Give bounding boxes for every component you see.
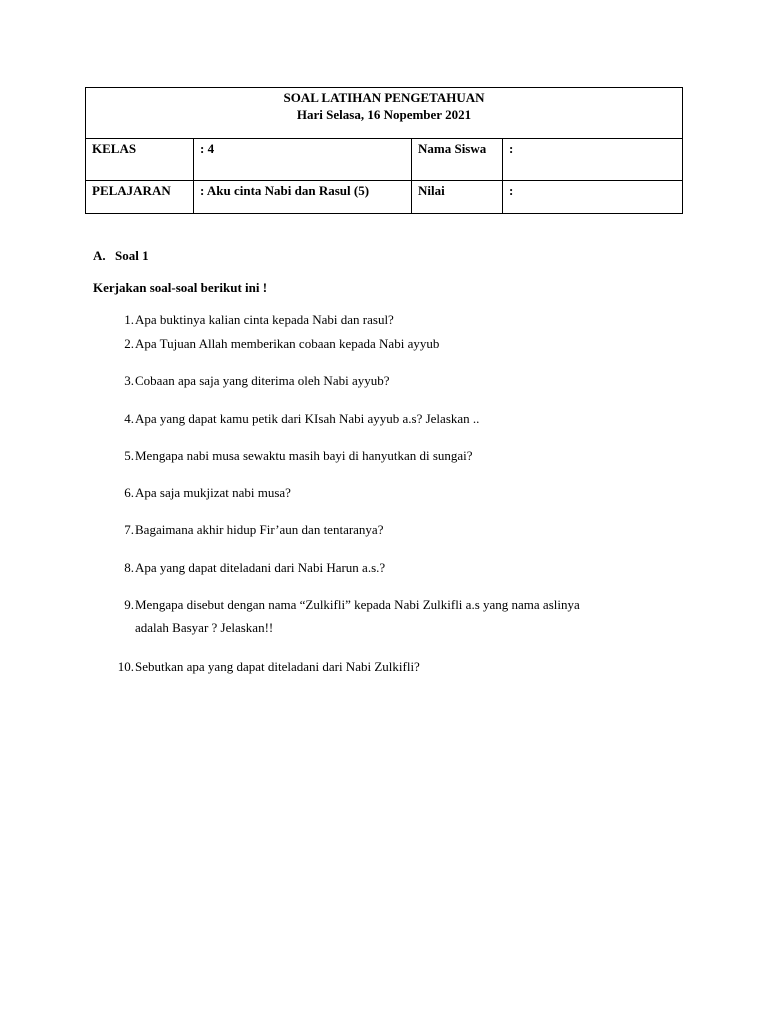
nama-siswa-label: Nama Siswa xyxy=(412,139,503,181)
nilai-value: : xyxy=(503,181,683,214)
question-number: 6. xyxy=(124,485,134,500)
title-cell xyxy=(86,88,683,139)
section-title: Soal 1 xyxy=(115,248,149,263)
question-text: Mengapa nabi musa sewaktu masih bayi di hanyutkan di sungai? xyxy=(135,448,473,463)
kelas-value: : 4 xyxy=(194,139,412,181)
question-item xyxy=(100,556,680,579)
pelajaran-label: PELAJARAN xyxy=(86,181,194,214)
document-date: Hari Selasa, 16 Nopember 2021 xyxy=(296,107,472,122)
question-number: 1. xyxy=(124,312,134,327)
pelajaran-value: : Aku cinta Nabi dan Rasul (5) xyxy=(194,181,412,214)
nilai-label: Nilai xyxy=(412,181,503,214)
question-text: Sebutkan apa yang dapat diteladani dari Nabi Zulkifli? xyxy=(135,659,420,674)
question-item xyxy=(100,593,680,639)
nama-siswa-value: : xyxy=(503,139,683,181)
question-item xyxy=(100,481,680,504)
kelas-label: KELAS xyxy=(86,139,194,181)
question-text: Apa yang dapat diteladani dari Nabi Harun a.s.? xyxy=(135,560,386,575)
document-title: SOAL LATIHAN PENGETAHUAN xyxy=(283,90,485,105)
question-number: 3. xyxy=(124,373,134,388)
question-text: Apa Tujuan Allah memberikan cobaan kepada Nabi ayyub xyxy=(135,336,440,351)
question-item xyxy=(100,369,680,392)
question-item xyxy=(100,308,680,331)
question-text-continued: adalah Basyar ? Jelaskan!! xyxy=(135,620,274,635)
instruction-text: Kerjakan soal-soal berikut ini ! xyxy=(93,280,268,295)
question-number: 5. xyxy=(124,448,134,463)
question-item xyxy=(100,407,680,430)
question-number: 9. xyxy=(124,597,134,612)
question-number: 7. xyxy=(124,522,134,537)
question-text: Apa buktinya kalian cinta kepada Nabi dan rasul? xyxy=(135,312,394,327)
question-text: Mengapa disebut dengan nama “Zulkifli” kepada Nabi Zulkifli a.s yang nama aslinya xyxy=(135,597,580,612)
question-text: Apa yang dapat kamu petik dari KIsah Nabi ayyub a.s? Jelaskan .. xyxy=(135,411,480,426)
question-text: Bagaimana akhir hidup Fir’aun dan tentaranya? xyxy=(135,522,384,537)
question-item xyxy=(100,518,680,541)
question-number: 8. xyxy=(124,560,134,575)
section-heading xyxy=(93,248,149,264)
header-table xyxy=(85,87,683,214)
question-text: Cobaan apa saja yang diterima oleh Nabi ayyub? xyxy=(135,373,390,388)
question-item xyxy=(100,655,680,678)
question-number: 10. xyxy=(117,659,134,674)
question-number: 2. xyxy=(124,336,134,351)
question-item xyxy=(100,444,680,467)
question-text: Apa saja mukjizat nabi musa? xyxy=(135,485,291,500)
question-item xyxy=(100,332,680,355)
section-letter: A. xyxy=(93,248,106,263)
question-number: 4. xyxy=(124,411,134,426)
